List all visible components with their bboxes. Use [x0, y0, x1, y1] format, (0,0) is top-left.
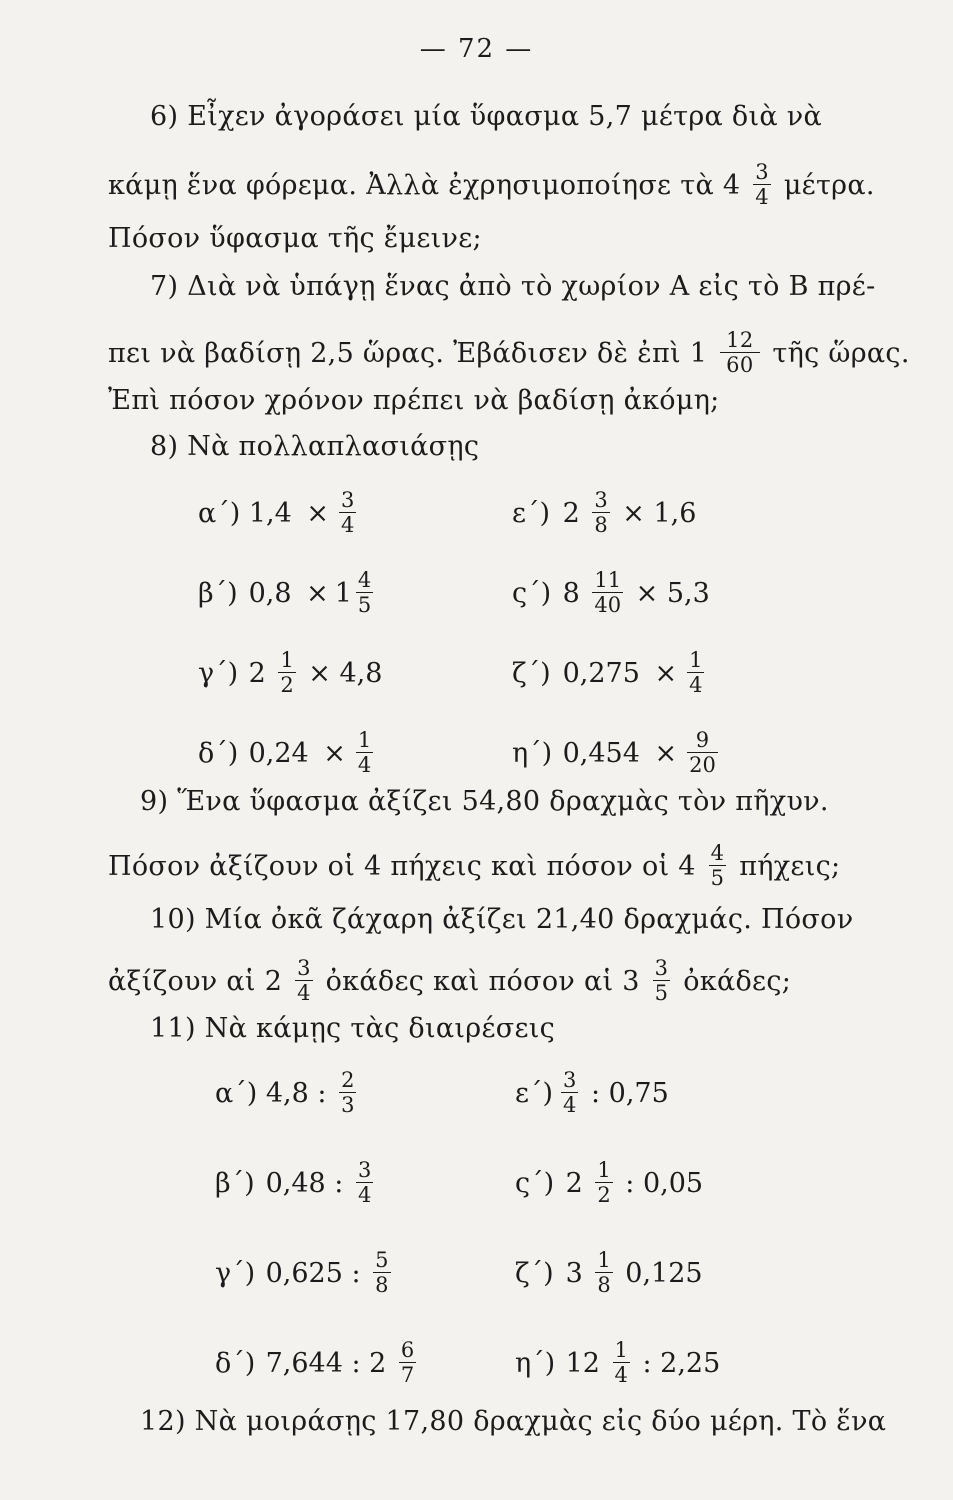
page-number: — 72 —: [419, 34, 534, 64]
problem-10-text-a: ἀξίζουν αἱ 2: [108, 966, 283, 997]
problem-10-line-2: [108, 958, 791, 1007]
problem-11-exercise: [215, 1340, 420, 1389]
operator: ×: [306, 498, 330, 529]
fraction: $\frac{3}{4}$: [297, 956, 311, 1005]
exercise-term: 8: [554, 578, 589, 609]
fraction: $\frac{3}{4}$: [341, 488, 355, 537]
fraction: $\frac{1}{2}$: [597, 1158, 611, 1207]
exercise-term: 12: [557, 1348, 609, 1379]
problem-11-exercise: [215, 1160, 377, 1209]
exercise-term: 2: [554, 498, 589, 529]
fraction: $\frac{3}{4}$: [357, 1158, 372, 1207]
exercise-label: α΄): [198, 498, 241, 529]
problem-6-line-1: 6) Εἶχεν ἀγοράσει μία ὕφασμα 5,7 μέτρα διὰ νὰ: [150, 101, 823, 132]
exercise-label: β΄): [198, 578, 238, 609]
exercise-label: ζ΄): [512, 658, 551, 689]
exercise-term: 2: [557, 1168, 592, 1199]
problem-7-line-2: [108, 330, 910, 379]
exercise-label: δ΄): [198, 738, 239, 769]
problem-7-line-3: Ἐπὶ πόσον χρόνον πρέπει νὰ βαδίσῃ ἀκόμη;: [108, 385, 720, 416]
fraction: $\frac{11}{40}$: [594, 568, 622, 617]
problem-8-exercise: [198, 570, 377, 619]
problem-9-line-2: [108, 843, 840, 892]
problem-8-exercise: [198, 730, 377, 779]
problem-11-exercise: [515, 1250, 703, 1299]
exercise-term: 4,8 :: [257, 1078, 336, 1109]
exercise-label: γ΄): [215, 1258, 256, 1289]
fraction: $\frac{3}{5}$: [654, 956, 669, 1005]
problem-10-text-c: ὀκάδες;: [683, 966, 792, 997]
problem-12-line-1: 12) Νὰ μοιράσῃς 17,80 δραχμὰς εἰς δύο μέρη. Τὸ ἕνα: [140, 1406, 887, 1437]
exercise-term: 0,24: [240, 738, 318, 769]
exercise-term: 0,48 :: [257, 1168, 352, 1199]
fraction: $\frac{1}{4}$: [614, 1338, 628, 1387]
exercise-term: × 1,6: [613, 498, 697, 529]
problem-8-exercise: [512, 650, 708, 699]
exercise-label: δ΄): [215, 1348, 256, 1379]
problem-8-exercise: [198, 650, 382, 699]
problem-11-exercise: [515, 1340, 720, 1389]
fraction: $\frac{1}{4}$: [357, 728, 372, 777]
exercise-term: × 5,3: [627, 578, 710, 609]
exercise-label: η΄): [515, 1348, 556, 1379]
exercise-term: 3: [557, 1258, 592, 1289]
problem-10-text-b: ὀκάδες καὶ πόσον αἱ 3: [325, 966, 640, 997]
operator: ×: [654, 658, 678, 689]
fraction: $\frac{4}{5}$: [357, 568, 372, 617]
fraction: $\frac{3}{8}$: [594, 488, 608, 537]
fraction: $\frac{1}{8}$: [597, 1248, 611, 1297]
fraction: $\frac{5}{8}$: [375, 1248, 389, 1297]
problem-7-text: πει νὰ βαδίσῃ 2,5 ὥρας. Ἐβάδισεν δὲ ἐπὶ 1: [108, 338, 708, 369]
exercise-label: η΄): [512, 738, 553, 769]
exercise-label: β΄): [215, 1168, 255, 1199]
problem-11-exercise: [215, 1070, 360, 1119]
problem-11-heading: 11) Νὰ κάμῃς τὰς διαιρέσεις: [150, 1013, 556, 1044]
exercise-term: : 2,25: [633, 1348, 721, 1379]
operator: ×: [654, 738, 678, 769]
problem-8-heading: 8) Νὰ πολλαπλασιάσῃς: [150, 431, 480, 462]
exercise-label: ε΄): [512, 498, 551, 529]
exercise-term: 0,8: [240, 578, 301, 609]
exercise-term: 7,644 : 2: [257, 1348, 395, 1379]
exercise-term: 0,454: [554, 738, 649, 769]
fraction: $\frac{6}{7}$: [400, 1338, 415, 1387]
problem-6-line-3: Πόσον ὕφασμα τῆς ἔμεινε;: [108, 223, 482, 254]
operator: ×: [323, 738, 346, 769]
problem-7-line-1: 7) Διὰ νὰ ὑπάγῃ ἕνας ἀπὸ τὸ χωρίον Α εἰς τὸ Β πρέ-: [150, 271, 876, 302]
exercise-label: γ΄): [198, 658, 239, 689]
exercise-label: ς΄): [512, 578, 552, 609]
problem-8-exercise: [512, 730, 722, 779]
exercise-term: 0,275: [554, 658, 649, 689]
exercise-term: 0,625 :: [257, 1258, 370, 1289]
fraction: $\frac{1}{4}$: [689, 648, 703, 697]
problem-11-exercise: [215, 1250, 395, 1299]
problem-9-line-1: 9) Ἕνα ὕφασμα ἀξίζει 54,80 δραχμὰς τὸν πῆχυν.: [140, 786, 829, 817]
fraction: $\frac{2}{3}$: [341, 1068, 355, 1117]
problem-6-tail: μέτρα.: [783, 170, 875, 201]
problem-9-tail: πήχεις;: [739, 851, 841, 882]
problem-9-text: Πόσον ἀξίζουν οἱ 4 πήχεις καὶ πόσον οἱ 4: [108, 851, 696, 882]
fraction: $\frac{1}{2}$: [280, 648, 294, 697]
fraction: $\frac{3}{4}$: [563, 1068, 577, 1117]
exercise-term: 1,4: [240, 498, 301, 529]
operator: ×: [306, 578, 329, 609]
exercise-label: ζ΄): [515, 1258, 554, 1289]
problem-7-tail: τῆς ὥρας.: [772, 338, 910, 369]
problem-10-line-1: 10) Μία ὀκᾶ ζάχαρη ἀξίζει 21,40 δραχμάς. Πόσον: [150, 904, 854, 935]
whole-part: 1: [334, 578, 352, 609]
problem-6-text: κάμῃ ἕνα φόρεμα. Ἀλλὰ ἐχρησιμοποίησε τὰ 4: [108, 170, 741, 201]
exercise-term: : 0,75: [582, 1078, 669, 1109]
exercise-label: α΄): [215, 1078, 258, 1109]
fraction: $\frac{3}{4}$: [755, 160, 769, 209]
fraction: $\frac{4}{5}$: [710, 841, 725, 890]
problem-6-line-2: [108, 162, 875, 211]
problem-8-exercise: [512, 570, 710, 619]
exercise-label: ε΄): [515, 1078, 554, 1109]
exercise-term: 2: [240, 658, 275, 689]
exercise-term: × 4,8: [299, 658, 383, 689]
fraction: $\frac{12}{60}$: [720, 328, 759, 377]
exercise-label: ς΄): [515, 1168, 555, 1199]
exercise-term: : 0,05: [616, 1168, 704, 1199]
exercise-term: 0,125: [616, 1258, 703, 1289]
fraction: $\frac{9}{20}$: [689, 728, 716, 777]
problem-8-exercise: [198, 490, 360, 539]
problem-8-exercise: [512, 490, 696, 539]
problem-11-exercise: [515, 1070, 669, 1119]
problem-11-exercise: [515, 1160, 703, 1209]
